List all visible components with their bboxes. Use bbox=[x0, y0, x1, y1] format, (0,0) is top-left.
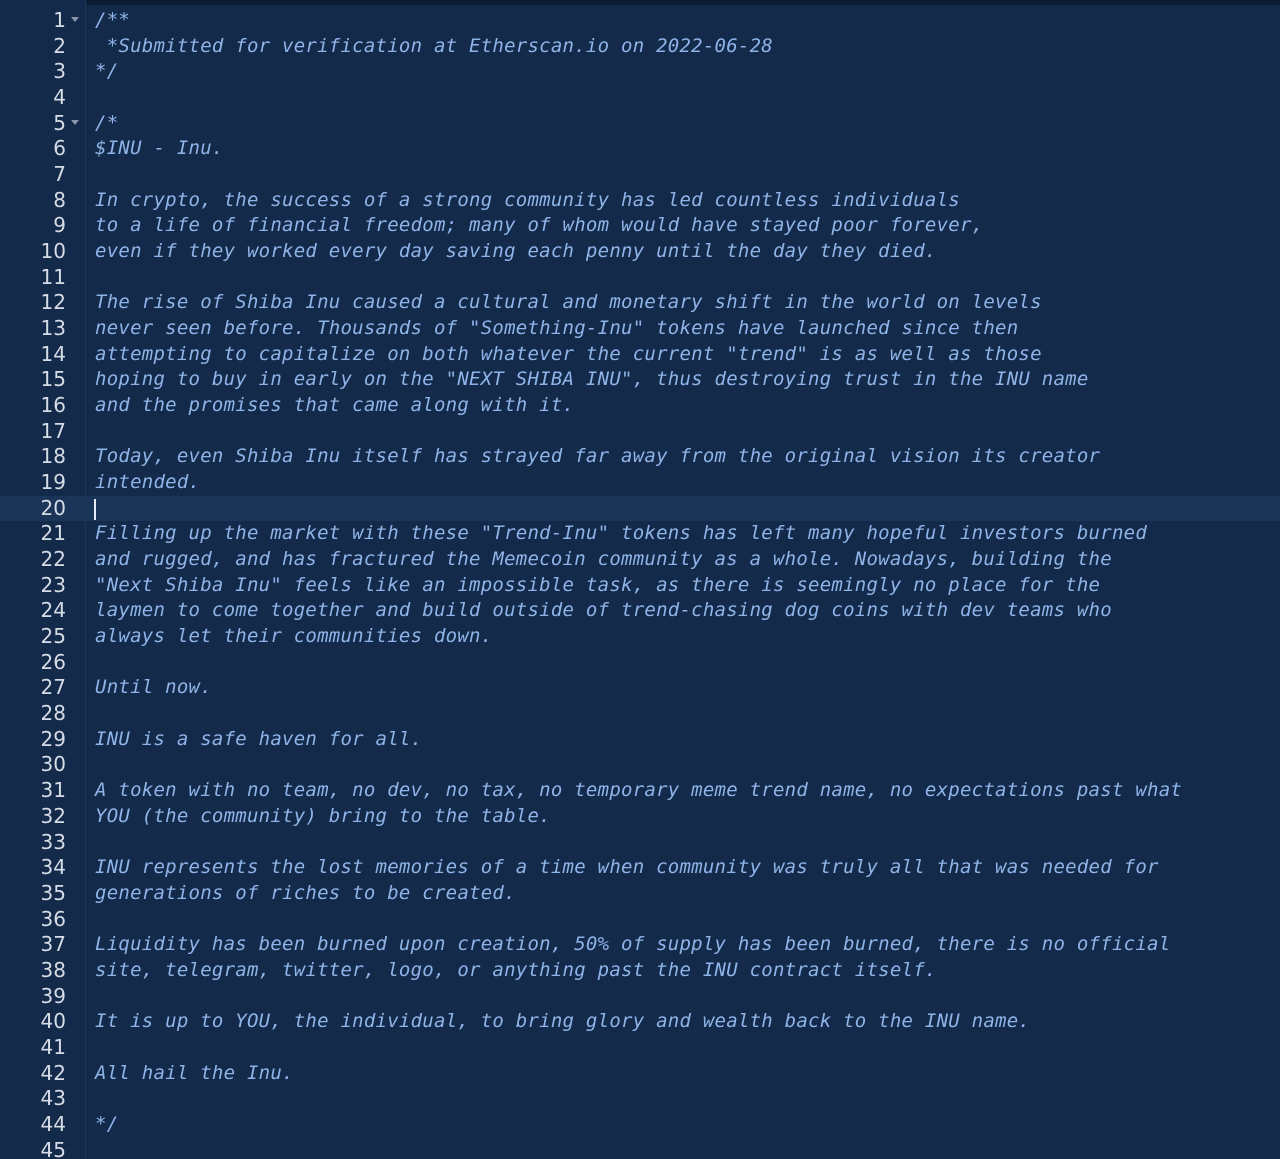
line-number: 3 bbox=[53, 59, 66, 84]
code-line[interactable] bbox=[0, 1035, 1280, 1061]
code-line[interactable] bbox=[0, 984, 1280, 1010]
code-text[interactable]: "Next Shiba Inu" feels like an impossible task, as there is seemingly no place for the bbox=[95, 573, 1101, 596]
code-line[interactable] bbox=[0, 1138, 1280, 1159]
line-number: 16 bbox=[40, 393, 66, 418]
code-text[interactable]: Today, even Shiba Inu itself has strayed far away from the original vision its creator bbox=[95, 445, 1101, 468]
code-text[interactable]: generations of riches to be created. bbox=[95, 881, 516, 904]
code-line[interactable] bbox=[0, 59, 1280, 85]
code-line[interactable] bbox=[0, 804, 1280, 830]
line-number: 8 bbox=[53, 187, 66, 212]
code-line[interactable] bbox=[0, 727, 1280, 753]
line-number: 5 bbox=[53, 110, 66, 135]
code-line[interactable] bbox=[0, 547, 1280, 573]
line-number: 13 bbox=[40, 316, 66, 341]
code-text[interactable]: /** bbox=[95, 9, 131, 31]
line-number: 20 bbox=[40, 495, 66, 520]
code-line[interactable] bbox=[0, 932, 1280, 958]
code-line[interactable] bbox=[0, 778, 1280, 804]
code-line[interactable] bbox=[0, 598, 1280, 624]
code-line[interactable] bbox=[0, 8, 1280, 34]
code-line[interactable] bbox=[0, 111, 1280, 137]
code-line[interactable] bbox=[0, 830, 1280, 856]
line-number: 25 bbox=[40, 624, 66, 649]
code-line[interactable] bbox=[0, 573, 1280, 599]
line-number: 35 bbox=[40, 880, 66, 905]
line-number: 34 bbox=[40, 855, 66, 880]
code-text[interactable]: It is up to YOU, the individual, to bring glory and wealth back to the INU name. bbox=[95, 1010, 1031, 1033]
code-line[interactable] bbox=[0, 1112, 1280, 1138]
line-number: 12 bbox=[40, 290, 66, 315]
code-text[interactable]: YOU (the community) bring to the table. bbox=[95, 804, 551, 827]
code-text[interactable]: Liquidity has been burned upon creation, 50% of supply has been burned, there is no official bbox=[95, 933, 1171, 956]
fold-arrow-icon[interactable] bbox=[71, 17, 79, 22]
code-line[interactable] bbox=[0, 1061, 1280, 1087]
line-number: 7 bbox=[53, 162, 66, 187]
code-line[interactable] bbox=[0, 188, 1280, 214]
code-text[interactable]: INU is a safe haven for all. bbox=[95, 727, 423, 750]
code-line[interactable] bbox=[0, 855, 1280, 881]
code-text[interactable]: attempting to capitalize on both whatever the current "trend" is as well as those bbox=[95, 342, 1042, 365]
line-number: 17 bbox=[40, 418, 66, 443]
code-line[interactable] bbox=[0, 624, 1280, 650]
code-text[interactable]: and rugged, and has fractured the Memecoin community as a whole. Nowadays, building the bbox=[95, 548, 1112, 571]
fold-arrow-icon[interactable] bbox=[71, 120, 79, 125]
code-text[interactable]: The rise of Shiba Inu caused a cultural and monetary shift in the world on levels bbox=[95, 291, 1042, 314]
line-number: 6 bbox=[53, 136, 66, 161]
code-text[interactable]: $INU - Inu. bbox=[95, 137, 224, 160]
code-line[interactable] bbox=[0, 496, 1280, 522]
code-text[interactable]: */ bbox=[95, 60, 119, 83]
text-cursor bbox=[94, 499, 96, 520]
line-number: 42 bbox=[40, 1060, 66, 1085]
code-line[interactable] bbox=[0, 213, 1280, 239]
code-line[interactable] bbox=[0, 1086, 1280, 1112]
line-number: 44 bbox=[40, 1111, 66, 1136]
code-line[interactable] bbox=[0, 752, 1280, 778]
line-number: 33 bbox=[40, 829, 66, 854]
code-line[interactable] bbox=[0, 1009, 1280, 1035]
line-number: 14 bbox=[40, 341, 66, 366]
line-number: 21 bbox=[40, 521, 66, 546]
code-text[interactable]: never seen before. Thousands of "Something-Inu" tokens have launched since then bbox=[95, 317, 1019, 340]
code-text[interactable]: In crypto, the success of a strong community has led countless individuals bbox=[95, 188, 960, 211]
code-line[interactable] bbox=[0, 521, 1280, 547]
line-number: 41 bbox=[40, 1034, 66, 1059]
code-text[interactable]: and the promises that came along with it. bbox=[95, 394, 575, 417]
code-line[interactable] bbox=[0, 34, 1280, 60]
code-line[interactable] bbox=[0, 470, 1280, 496]
code-text[interactable]: always let their communities down. bbox=[95, 625, 493, 648]
code-line[interactable] bbox=[0, 701, 1280, 727]
code-text[interactable]: intended. bbox=[95, 471, 201, 494]
code-line[interactable] bbox=[0, 907, 1280, 933]
line-number: 36 bbox=[40, 906, 66, 931]
code-line[interactable] bbox=[0, 675, 1280, 701]
line-number: 43 bbox=[40, 1086, 66, 1111]
code-lines[interactable] bbox=[0, 8, 1280, 1159]
code-line[interactable] bbox=[0, 367, 1280, 393]
code-line[interactable] bbox=[0, 958, 1280, 984]
code-text[interactable]: hoping to buy in early on the "NEXT SHIBA INU", thus destroying trust in the INU name bbox=[95, 368, 1089, 391]
code-line[interactable] bbox=[0, 316, 1280, 342]
line-number: 11 bbox=[40, 264, 66, 289]
code-line[interactable] bbox=[0, 393, 1280, 419]
line-number: 10 bbox=[40, 239, 66, 264]
code-text[interactable]: A token with no team, no dev, no tax, no temporary meme trend name, no expectations past what bbox=[95, 779, 1183, 802]
line-number: 29 bbox=[40, 726, 66, 751]
code-line[interactable] bbox=[0, 881, 1280, 907]
code-text[interactable]: site, telegram, twitter, logo, or anything past the INU contract itself. bbox=[95, 958, 937, 981]
code-text[interactable]: laymen to come together and build outside of trend-chasing dog coins with dev teams who bbox=[95, 599, 1112, 622]
line-number: 19 bbox=[40, 470, 66, 495]
line-number: 24 bbox=[40, 598, 66, 623]
line-number: 40 bbox=[40, 1009, 66, 1034]
line-number: 9 bbox=[53, 213, 66, 238]
code-line[interactable] bbox=[0, 239, 1280, 265]
line-number: 26 bbox=[40, 649, 66, 674]
line-number: 30 bbox=[40, 752, 66, 777]
code-line[interactable] bbox=[0, 650, 1280, 676]
code-text[interactable]: INU represents the lost memories of a time when community was truly all that was needed for bbox=[95, 856, 1159, 879]
code-line[interactable] bbox=[0, 85, 1280, 111]
code-text[interactable]: All hail the Inu. bbox=[95, 1061, 294, 1084]
code-line[interactable] bbox=[0, 265, 1280, 291]
code-text[interactable]: *Submitted for verification at Etherscan.io on 2022-06-28 bbox=[95, 34, 773, 57]
line-number: 31 bbox=[40, 778, 66, 803]
line-number: 39 bbox=[40, 983, 66, 1008]
line-number: 2 bbox=[53, 33, 66, 58]
code-line[interactable] bbox=[0, 342, 1280, 368]
code-text[interactable]: Until now. bbox=[95, 676, 212, 699]
line-number: 28 bbox=[40, 701, 66, 726]
code-text[interactable]: /* bbox=[95, 111, 119, 134]
line-number: 37 bbox=[40, 932, 66, 957]
line-number: 32 bbox=[40, 803, 66, 828]
line-number: 15 bbox=[40, 367, 66, 392]
line-number: 27 bbox=[40, 675, 66, 700]
line-number: 22 bbox=[40, 547, 66, 572]
line-number: 4 bbox=[53, 85, 66, 110]
line-number: 1 bbox=[53, 8, 66, 32]
line-number: 18 bbox=[40, 444, 66, 469]
code-text[interactable]: even if they worked every day saving each penny until the day they died. bbox=[95, 240, 937, 263]
code-text[interactable]: */ bbox=[95, 1112, 119, 1135]
code-line[interactable] bbox=[0, 162, 1280, 188]
code-line[interactable] bbox=[0, 419, 1280, 445]
code-line[interactable] bbox=[0, 290, 1280, 316]
code-line[interactable] bbox=[0, 444, 1280, 470]
line-number: 23 bbox=[40, 572, 66, 597]
code-line[interactable] bbox=[0, 136, 1280, 162]
code-text[interactable]: Filling up the market with these "Trend-Inu" tokens has left many hopeful investors burned bbox=[95, 522, 1148, 545]
editor-top-border bbox=[0, 0, 1280, 5]
line-number: 45 bbox=[40, 1137, 66, 1159]
code-text[interactable]: to a life of financial freedom; many of whom would have stayed poor forever, bbox=[95, 214, 984, 237]
line-number: 38 bbox=[40, 957, 66, 982]
